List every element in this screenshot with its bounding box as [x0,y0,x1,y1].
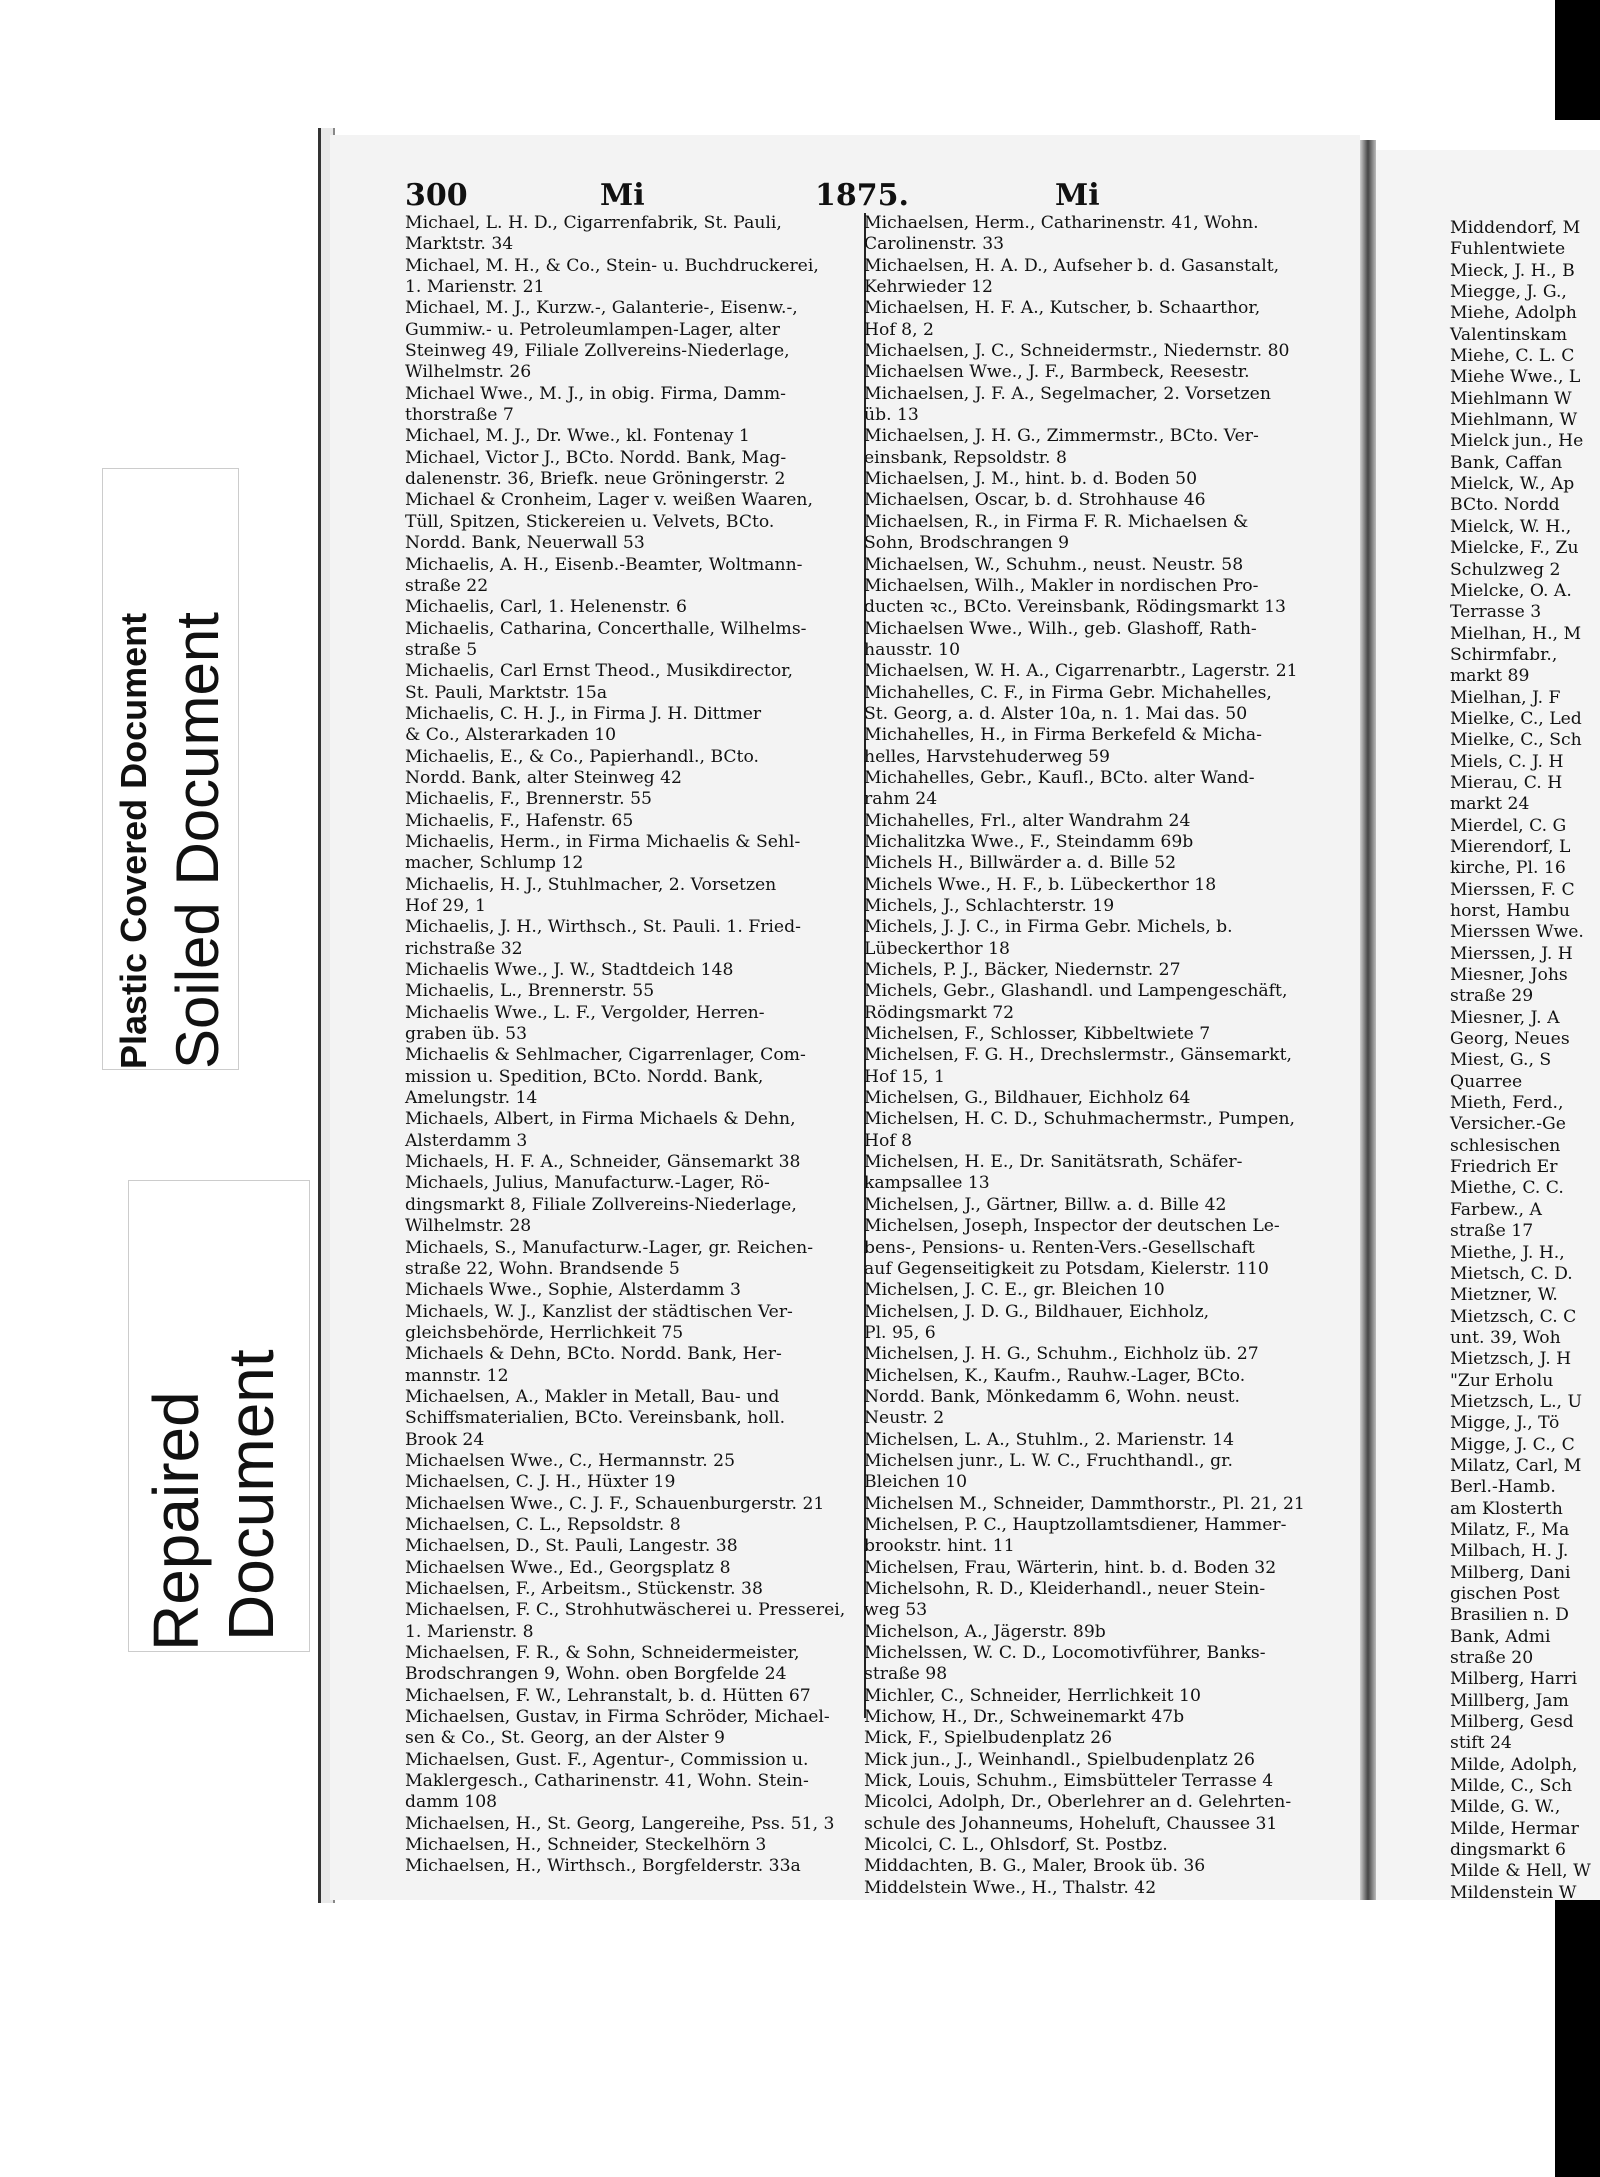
directory-entry-line: Wilhelmstr. 26 [405,362,532,383]
directory-entry-line: Michaelsen Wwe., Wilh., geb. Glashoff, Rath- [864,618,1257,639]
directory-entry-line: Michler, C., Schneider, Herrlichkeit 10 [864,1685,1201,1706]
directory-entry-line: damm 108 [405,1792,498,1813]
directory-entry-line: Michaels, W. J., Kanzlist der städtischen Ver- [405,1301,793,1322]
directory-entry-line: Maklergesch., Catharinenstr. 41, Wohn. Stein- [405,1771,809,1792]
directory-entry-line: straße 98 [864,1664,948,1685]
directory-entry-line: Michaelsen, Wilh., Makler in nordischen Pro- [864,575,1259,596]
directory-entry-line: Hof 8, 2 [864,319,934,340]
directory-entry-line: Mietzsch, C. C [1450,1306,1577,1327]
directory-entry-line: Middelstein Wwe., H., Thalstr. 42 [864,1877,1157,1898]
directory-entry-line: Michelsen, H. C. D., Schuhmachermstr., Pumpen, [864,1109,1296,1130]
directory-entry-line: Bank, Caffan [1450,452,1563,473]
directory-entry-line: Michaelsen, Gust. F., Agentur-, Commission u. [405,1749,809,1770]
directory-entry-line: horst, Hambu [1450,901,1570,921]
directory-entry-line: straße 29 [1450,986,1534,1007]
directory-entry-line: Michaelsen, J. M., hint. b. d. Boden 50 [864,469,1198,490]
directory-entry-line: Michaels & Dehn, BCto. Nordd. Bank, Her- [405,1344,782,1365]
directory-entry-line: Farbew., A [1450,1199,1542,1220]
directory-entry-line: Rödingsmarkt 72 [864,1002,1015,1023]
repaired-label-card [128,1180,310,1652]
directory-entry-line: Carolinenstr. 33 [864,234,1005,255]
directory-entry-line: Brodschrangen 9, Wohn. oben Borgfelde 24 [405,1664,787,1685]
directory-entry-line: Mierssen, F. C [1450,879,1575,900]
directory-entry-line: Michaelis Wwe., J. W., Stadtdeich 148 [405,960,734,981]
directory-entry-line: Hof 29, 1 [405,896,486,916]
directory-entry-line: Bleichen 10 [864,1472,968,1493]
directory-entry-line: Mielke, C., Led [1450,708,1582,729]
directory-entry-line: Michelsen M., Schneider, Dammthorstr., Pl. 21, 21 [864,1493,1305,1514]
directory-entry-line: Quarree [1450,1071,1523,1092]
directory-entry-line: Friedrich Er [1450,1157,1558,1178]
directory-entry-line: Michaelsen, F. R., & Sohn, Schneidermeister, [405,1643,800,1664]
directory-entry-line: markt 89 [1450,666,1530,687]
directory-entry-line: Michaels, S., Manufacturw.-Lager, gr. Reichen- [405,1237,814,1258]
directory-entry-line: Wilhelmstr. 28 [405,1216,532,1237]
directory-entry-line: brookstr. hint. 11 [864,1536,1015,1557]
page-header [405,178,1325,218]
directory-entry-line: Michaelis, H. J., Stuhlmacher, 2. Vorsetzen [405,874,777,895]
directory-entry-line: Mietzner, W. [1450,1285,1558,1306]
directory-entry-line: Michaelsen Wwe., C. J. F., Schauenburgerstr. 21 [405,1493,825,1514]
directory-entry-line: Terrasse 3 [1450,602,1542,623]
directory-entry-line: Michaelis Wwe., L. F., Vergolder, Herren- [405,1002,765,1023]
directory-entry-line: Miehlmann W [1450,388,1572,409]
directory-entry-line: Mietzsch, J. H [1450,1349,1572,1370]
directory-entry-line: Brook 24 [405,1429,485,1450]
directory-entry-line: Mielck, W. H., [1450,516,1572,537]
directory-entry-line: Michaelis, Catharina, Concerthalle, Wilhelms- [405,618,807,639]
directory-entry-line: Mielcke, O. A. [1450,580,1572,601]
directory-entry-line: einsbank, Repsoldstr. 8 [864,447,1067,468]
directory-entry-line: richstraße 32 [405,938,523,959]
directory-entry-line: Michaelsen, D., St. Pauli, Langestr. 38 [405,1536,738,1557]
directory-entry-line: Mielhan, J. F [1450,687,1561,708]
directory-entry-line: Michaelsen Wwe., C., Hermannstr. 25 [405,1450,736,1471]
directory-entry-line: Milatz, F., Ma [1450,1519,1570,1540]
directory-entry-line: Michelsen, H. E., Dr. Sanitätsrath, Schäfer- [864,1152,1243,1173]
directory-entry-line: straße 5 [405,639,478,660]
directory-entry-line: Milatz, Carl, M [1450,1455,1582,1476]
directory-entry-line: Mieck, J. H., B [1450,260,1575,281]
directory-entry-line: straße 17 [1450,1221,1534,1242]
directory-entry-line: Hof 8 [864,1130,913,1151]
scan-edge-bar-top [1555,0,1600,120]
directory-entry-line: Michaelsen, Oscar, b. d. Strohhause 46 [864,490,1206,511]
directory-entry-line: Miehlmann, W [1450,410,1578,431]
directory-entry-line: Gummiw.- u. Petroleumlampen-Lager, alter [405,319,780,340]
directory-entry-line: Georg, Neues [1450,1029,1570,1050]
directory-entry-line: hausstr. 10 [864,639,961,660]
directory-entry-line: Michaelis, Herm., in Firma Michaelis & Sehl- [405,831,801,852]
directory-entry-line: "Zur Erholu [1450,1370,1554,1391]
directory-entry-line: Michaelsen, R., in Firma F. R. Michaelsen & [864,511,1249,532]
directory-entry-line: Michels, J., Schlachterstr. 19 [864,896,1115,916]
directory-entry-line: Mick, F., Spielbudenplatz 26 [864,1728,1112,1749]
directory-entry-line: mission u. Spedition, BCto. Nordd. Bank, [405,1066,764,1087]
directory-entry-line: Michaels, H. F. A., Schneider, Gänsemarkt 38 [405,1152,801,1173]
directory-entry-line: Bank, Admi [1450,1626,1551,1647]
soiled-document-label: Soiled Document [164,612,231,1069]
directory-entry-line: Michaelsen, F. W., Lehranstalt, b. d. Hütten 67 [405,1685,811,1706]
directory-entry-line: Lübeckerthor 18 [864,938,1010,959]
directory-entry-line: Michael, M. J., Kurzw.-, Galanterie-, Eisenw.-, [405,298,798,319]
directory-entry-line: Michael, L. H. D., Cigarrenfabrik, St. Pauli, [405,213,782,233]
directory-entry-line: Alsterdamm 3 [405,1130,528,1151]
directory-entry-line: Mierendorf, L [1450,836,1571,857]
directory-entry-line: 1. Marienstr. 21 [405,277,545,298]
directory-entry-line: Schiffsmaterialien, BCto. Vereinsbank, holl. [405,1408,786,1429]
directory-entry-line: Mierau, C. H [1450,772,1563,793]
directory-entry-line: Michael Wwe., M. J., in obig. Firma, Damm- [405,383,786,404]
directory-entry-line: Hof 15, 1 [864,1066,945,1087]
right-running-key: Mi [1055,178,1100,213]
directory-entry-line: graben üb. 53 [405,1024,528,1045]
directory-entry-line: schlesischen [1450,1135,1561,1156]
directory-entry-line: Mieth, Ferd., [1450,1093,1564,1114]
directory-entry-line: Michels, J. J. C., in Firma Gebr. Michels, b. [864,917,1233,938]
directory-entry-line: weg 53 [864,1600,928,1621]
directory-entry-line: Milberg, Gesd [1450,1712,1574,1733]
directory-entry-line: Nordd. Bank, Neuerwall 53 [405,533,645,554]
directory-entry-line: thorstraße 7 [405,405,514,426]
directory-entry-line: Mick jun., J., Weinhandl., Spielbudenplatz 26 [864,1749,1255,1770]
directory-entry-line: Milde, G. W., [1450,1797,1561,1818]
directory-entry-line: schule des Johanneums, Hoheluft, Chaussee 31 [864,1813,1278,1834]
directory-entry-line: Michaelis, Carl Ernst Theod., Musikdirector, [405,661,793,682]
directory-entry-line: straße 20 [1450,1648,1534,1669]
directory-entry-line: sen & Co., St. Georg, an der Alster 9 [405,1728,725,1749]
directory-entry-line: Michaels, Julius, Manufacturw.-Lager, Rö- [405,1173,770,1194]
directory-entry-line: Michaelsen, C. L., Repsoldstr. 8 [405,1514,681,1535]
plastic-covered-label: Plastic Covered Document [113,612,154,1069]
directory-entry-line: Michaelis, L., Brennerstr. 55 [405,981,655,1002]
directory-entry-line: 1. Marienstr. 8 [405,1621,534,1642]
directory-entry-line: Michels H., Billwärder a. d. Bille 52 [864,853,1177,874]
directory-entry-line: Migge, J., Tö [1450,1413,1560,1434]
directory-entry-line: Mierssen, J. H [1450,943,1573,964]
directory-entry-line: Michaelis, F., Brennerstr. 55 [405,789,652,810]
directory-entry-line: straße 22 [405,575,489,596]
directory-entry-line: rahm 24 [864,789,938,810]
directory-entry-line: Michaelsen, F., Arbeitsm., Stückenstr. 38 [405,1579,763,1599]
directory-entry-line: Michaelis, C. H. J., in Firma J. H. Dittmer [405,703,762,724]
directory-entry-line: gleichsbehörde, Herrlichkeit 75 [405,1322,684,1343]
directory-entry-line: Mick, Louis, Schuhm., Eimsbütteler Terrasse 4 [864,1771,1274,1792]
book-gutter [1360,140,1376,1900]
directory-entry-line: Michaelis, Carl, 1. Helenenstr. 6 [405,597,687,618]
right-entries-column [1450,218,1600,1903]
directory-entry-line: BCto. Nordd [1450,495,1560,516]
directory-entry-line: dingsmarkt 6 [1450,1840,1566,1861]
middle-entries-column [864,213,1324,1898]
directory-entry-line: Michels, Gebr., Glashandl. und Lampengeschäft, [864,981,1288,1002]
directory-entry-line: Miels, C. J. H [1450,751,1564,772]
directory-entry-line: Michels Wwe., H. F., b. Lübeckerthor 18 [864,874,1217,895]
directory-entry-line: Micolci, Adolph, Dr., Oberlehrer an d. Gelehrten- [864,1792,1292,1813]
directory-entry-line: bens-, Pensions- u. Renten-Vers.-Gesellschaft [864,1237,1255,1258]
directory-entry-line: Michaelsen Wwe., J. F., Barmbeck, Reesestr. [864,362,1250,383]
directory-entry-line: ducten ꝛc., BCto. Vereinsbank, Rödingsmarkt 13 [864,597,1286,618]
directory-entry-line: Michael, M. H., & Co., Stein- u. Buchdruckerei, [405,255,819,276]
directory-entry-line: Michelsen junr., L. W. C., Fruchthandl., gr. [864,1450,1233,1471]
directory-entry-line: Miehe, C. L. C [1450,346,1575,367]
directory-entry-line: Michelsen, Frau, Wärterin, hint. b. d. Boden 32 [864,1557,1277,1578]
directory-entry-line: Mielcke, F., Zu [1450,538,1579,559]
directory-entry-line: Michow, H., Dr., Schweinemarkt 47b [864,1707,1185,1728]
directory-entry-line: Michaelis, F., Hafenstr. 65 [405,810,634,831]
directory-entry-line: Middendorf, M [1450,218,1581,238]
directory-entry-line: Milde, Hermar [1450,1818,1579,1839]
directory-entry-line: Michaelsen, H. A. D., Aufseher b. d. Gasanstalt, [864,255,1280,276]
directory-entry-line: Milberg, Dani [1450,1562,1571,1583]
directory-entry-line: Micolci, C. L., Ohlsdorf, St. Postbz. [864,1835,1168,1856]
directory-entry-line: Michelsen, P. C., Hauptzollamtsdiener, Hammer- [864,1514,1287,1535]
directory-entry-line: Berl.-Hamb. [1450,1477,1556,1498]
directory-entry-line: Michelsen, L. A., Stuhlm., 2. Marienstr. 14 [864,1429,1235,1450]
directory-entry-line: Michaelsen, J. H. G., Zimmermstr., BCto. Ver- [864,426,1259,447]
directory-entry-line: Amelungstr. 14 [405,1088,538,1109]
directory-entry-line: Schulzweg 2 [1450,559,1561,580]
directory-entry-line: auf Gegenseitigkeit zu Potsdam, Kielerstr. 110 [864,1258,1269,1279]
directory-entry-line: Miehe Wwe., L [1450,367,1581,388]
directory-entry-line: Michaelis, J. H., Wirthsch., St. Pauli. 1. Fried- [405,917,801,938]
directory-entry-line: Michahelles, Gebr., Kaufl., BCto. alter Wand- [864,767,1255,788]
directory-entry-line: Kehrwieder 12 [864,277,993,298]
directory-entry-line: Sohn, Brodschrangen 9 [864,533,1070,554]
directory-entry-line: Milde & Hell, W [1450,1861,1591,1882]
directory-entry-line: Milberg, Harri [1450,1669,1578,1690]
directory-entry-line: Mielhan, H., M [1450,623,1582,644]
repaired-label: Repaired [140,1391,212,1651]
directory-entry-line: Nordd. Bank, Mönkedamm 6, Wohn. neust. [864,1386,1241,1407]
directory-entry-line: üb. 13 [864,405,919,426]
directory-entry-line: Miesner, Johs [1450,965,1568,986]
directory-entry-line: Michaelsen, J. C., Schneidermstr., Niedernstr. 80 [864,341,1290,362]
directory-entry-line: helles, Harvstehuderweg 59 [864,746,1110,767]
directory-entry-line: Marktstr. 34 [405,234,514,255]
directory-entry-line: macher, Schlump 12 [405,853,584,874]
directory-entry-line: Millberg, Jam [1450,1690,1569,1711]
directory-entry-line: Michaelsen Wwe., Ed., Georgsplatz 8 [405,1557,731,1578]
directory-entry-line: Fuhlentwiete [1450,239,1566,260]
directory-entry-line: Michahelles, C. F., in Firma Gebr. Michahelles, [864,682,1272,703]
directory-entry-line: Miethe, J. H., [1450,1242,1565,1263]
directory-entry-line: Mietsch, C. D. [1450,1263,1573,1284]
left-running-key: Mi [600,178,645,213]
directory-entry-line: Michels, P. J., Bäcker, Niedernstr. 27 [864,960,1181,981]
directory-entry-line: Michael & Cronheim, Lager v. weißen Waaren, [405,490,813,511]
directory-entry-line: markt 24 [1450,794,1530,815]
directory-entry-line: Mildenstein W [1450,1882,1577,1903]
directory-entry-line: Michelsen, J. H. G., Schuhm., Eichholz üb. 27 [864,1344,1259,1365]
directory-entry-line: Michaelsen, F. C., Strohhutwäscherei u. Presserei, [405,1600,846,1621]
directory-entry-line: Michaelsen, Herm., Catharinenstr. 41, Wohn. [864,213,1259,233]
directory-entry-line: Michaelsen, W., Schuhm., neust. Neustr. 58 [864,554,1244,575]
directory-entry-line: Steinweg 49, Filiale Zollvereins-Niederlage, [405,341,790,362]
directory-entry-line: Michelsen, J. C. E., gr. Bleichen 10 [864,1280,1165,1301]
directory-entry-line: dalenenstr. 36, Briefk. neue Gröningerstr. 2 [405,469,786,490]
directory-entry-line: Michaelsen, A., Makler in Metall, Bau- und [405,1386,780,1407]
directory-entry-line: Michaelsen, C. J. H., Hüxter 19 [405,1472,676,1493]
directory-entry-line: Mietzsch, L., U [1450,1391,1582,1412]
directory-entry-line: St. Pauli, Marktstr. 15a [405,682,608,703]
directory-entry-line: Tüll, Spitzen, Stickereien u. Velvets, BCto. [405,511,775,532]
document-label: Document [215,1349,287,1641]
directory-entry-line: Michelsen, F. G. H., Drechslermstr., Gänsemarkt, [864,1045,1292,1066]
directory-entry-line: St. Georg, a. d. Alster 10a, n. 1. Mai das. 50 [864,703,1248,724]
directory-entry-line: Michelsen, K., Kaufm., Rauhw.-Lager, BCto. [864,1365,1246,1386]
directory-entry-line: Michahelles, H., in Firma Berkefeld & Micha- [864,725,1262,746]
directory-entry-line: Neustr. 2 [864,1408,945,1429]
directory-entry-line: Michaelsen, W. H. A., Cigarrenarbtr., Lagerstr. 21 [864,661,1298,682]
directory-entry-line: Michelsen, Joseph, Inspector der deutschen Le- [864,1216,1280,1237]
directory-entry-line: Michelsen, F., Schlosser, Kibbeltwiete 7 [864,1024,1211,1045]
directory-entry-line: mannstr. 12 [405,1365,509,1386]
directory-entry-line: Michaels, Albert, in Firma Michaels & Dehn, [405,1109,796,1130]
directory-entry-line: Miest, G., S [1450,1050,1552,1071]
directory-entry-line: dingsmarkt 8, Filiale Zollvereins-Niederlage, [405,1194,797,1215]
year-heading: 1875. [815,178,909,213]
directory-entry-line: Michaelsen, Gustav, in Firma Schröder, Michael- [405,1707,830,1728]
directory-entry-line: unt. 39, Woh [1450,1327,1561,1348]
directory-entry-line: Mielck, W., Ap [1450,474,1575,495]
directory-entry-line: straße 22, Wohn. Brandsende 5 [405,1258,680,1279]
directory-entry-line: & Co., Alsterarkaden 10 [405,725,617,746]
directory-entry-line: Michaelsen, H., St. Georg, Langereihe, Pss. 51, 3 [405,1813,835,1834]
left-entries-column [405,213,866,1877]
directory-entry-line: Mielck jun., He [1450,431,1584,452]
directory-entry-line: Michaelsen, H. F. A., Kutscher, b. Schaarthor, [864,298,1261,319]
directory-entry-line: Milbach, H. J. [1450,1541,1569,1562]
directory-entry-line: Michelssen, W. C. D., Locomotivführer, Banks- [864,1643,1266,1664]
directory-entry-line: Michelsen, J., Gärtner, Billw. a. d. Bille 42 [864,1194,1227,1215]
directory-entry-line: kirche, Pl. 16 [1450,858,1566,879]
directory-entry-line: Miethe, C. C. [1450,1178,1564,1199]
directory-entry-line: am Klosterth [1450,1498,1563,1519]
directory-entry-line: Michelsohn, R. D., Kleiderhandl., neuer Stein- [864,1579,1266,1599]
directory-entry-line: Brasilien n. D [1450,1605,1569,1626]
directory-entry-line: Milde, Adolph, [1450,1754,1578,1775]
directory-entry-line: Versicher.-Ge [1450,1114,1566,1135]
directory-entry-line: Valentinskam [1450,324,1568,345]
directory-entry-line: Mielke, C., Sch [1450,730,1582,751]
directory-entry-line: Michaelis & Sehlmacher, Cigarrenlager, Com- [405,1045,806,1066]
directory-entry-line: Nordd. Bank, alter Steinweg 42 [405,767,682,788]
directory-entry-line: Michahelles, Frl., alter Wandrahm 24 [864,810,1191,831]
directory-entry-line: Michaelsen, H., Schneider, Steckelhörn 3 [405,1835,767,1856]
directory-entry-line: stift 24 [1450,1733,1512,1754]
directory-entry-line: Middachten, B. G., Maler, Brook üb. 36 [864,1856,1206,1877]
directory-entry-line: Miegge, J. G., [1450,282,1567,303]
directory-entry-line: Michaels Wwe., Sophie, Alsterdamm 3 [405,1280,741,1301]
directory-entry-line: Michael, Victor J., BCto. Nordd. Bank, Mag- [405,447,787,468]
directory-entry-line: gischen Post [1450,1584,1560,1604]
directory-entry-line: Michelsen, J. D. G., Bildhauer, Eichholz, [864,1301,1210,1322]
directory-entry-line: Michael, M. J., Dr. Wwe., kl. Fontenay 1 [405,426,750,447]
directory-entry-line: Michalitzka Wwe., F., Steindamm 69b [864,831,1194,852]
directory-entry-line: Mierssen Wwe. [1450,922,1584,943]
directory-entry-line: Michaelis, E., & Co., Papierhandl., BCto. [405,746,759,767]
directory-entry-line: Michaelsen, H., Wirthsch., Borgfelderstr. 33a [405,1856,801,1877]
directory-entry-line: Schirmfabr., [1450,644,1558,665]
directory-entry-line: Michelsen, G., Bildhauer, Eichholz 64 [864,1088,1191,1109]
directory-entry-line: Pl. 95, 6 [864,1322,936,1343]
page-number: 300 [405,178,468,213]
directory-entry-line: Mierdel, C. G [1450,815,1567,836]
directory-entry-line: Milde, C., Sch [1450,1776,1573,1797]
directory-entry-line: Miesner, J. A [1450,1007,1560,1028]
directory-entry-line: Michaelsen, J. F. A., Segelmacher, 2. Vorsetzen [864,383,1271,404]
condition-label-card [102,468,239,1070]
directory-entry-line: Migge, J. C., C [1450,1434,1575,1455]
directory-entry-line: kampsallee 13 [864,1173,990,1194]
directory-entry-line: Michaelis, A. H., Eisenb.-Beamter, Woltmann- [405,554,803,575]
directory-entry-line: Michelson, A., Jägerstr. 89b [864,1621,1106,1642]
directory-entry-line: Miehe, Adolph [1450,303,1577,324]
